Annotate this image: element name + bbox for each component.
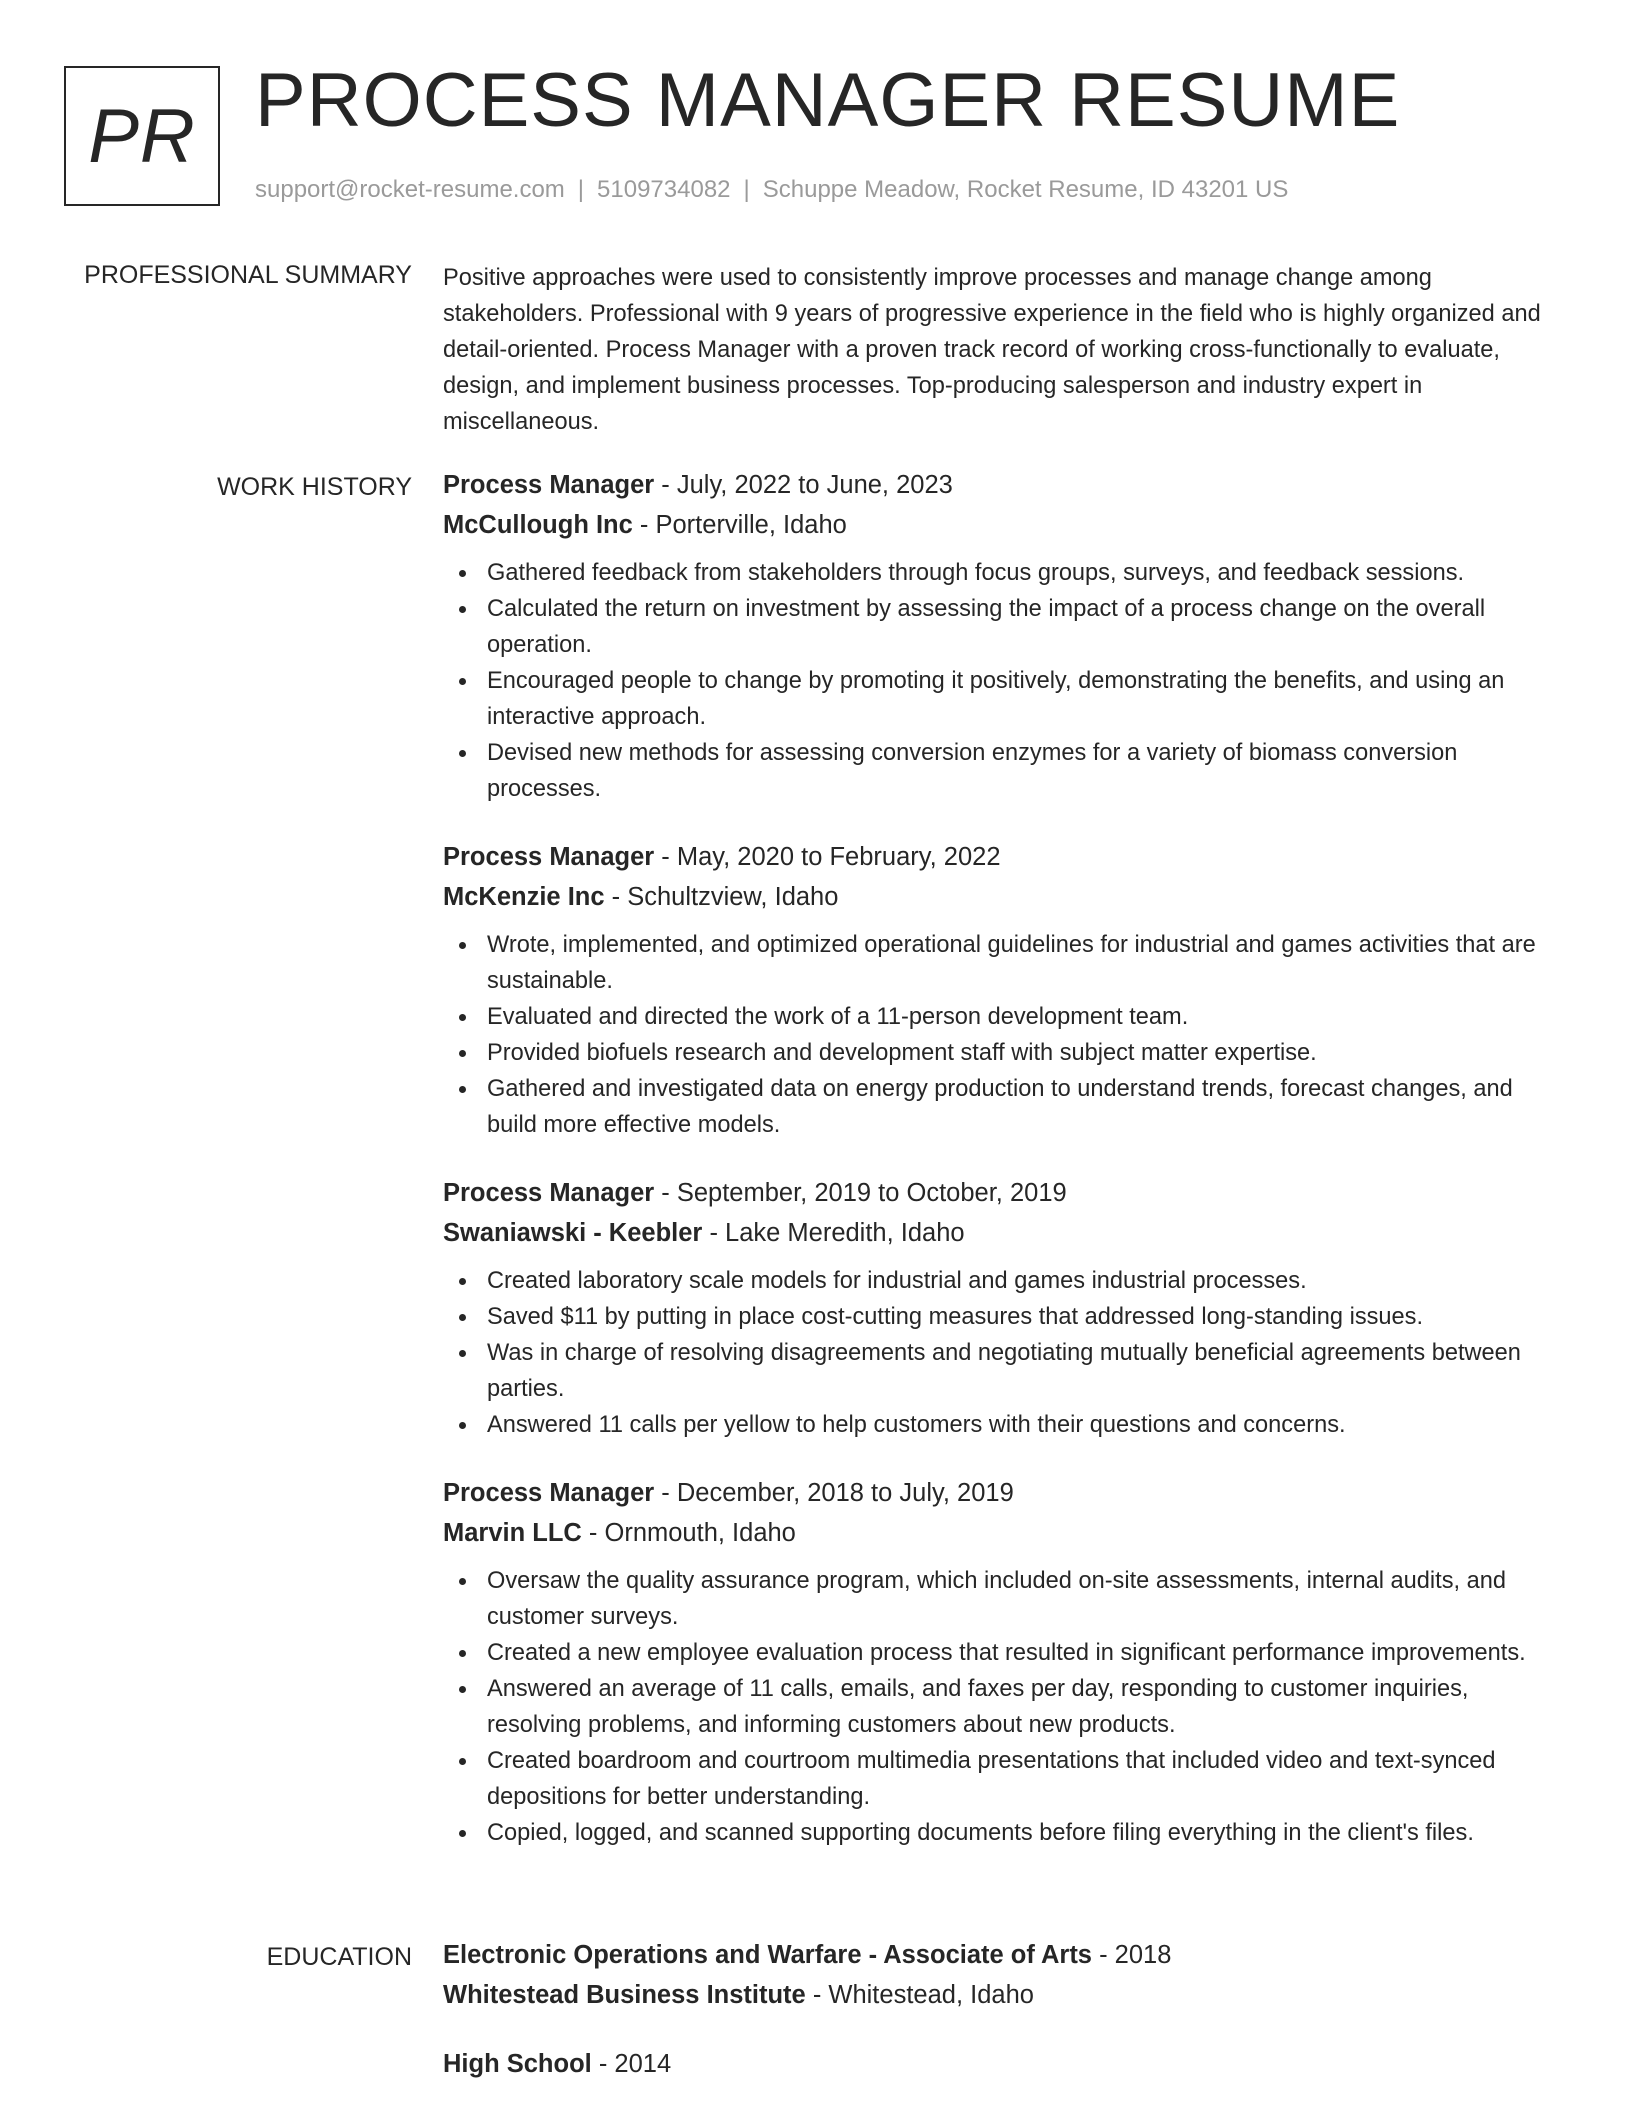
job-dates: - July, 2022 to June, 2023 [654, 471, 953, 499]
job-bullet: Devised new methods for assessing conversion enzymes for a variety of biomass conversion processes. [443, 735, 1558, 807]
job-bullet: Gathered and investigated data on energy production to understand trends, forecast changes, and build more effective models. [443, 1071, 1558, 1143]
job-bullet: Copied, logged, and scanned supporting documents before filing everything in the client's files. [443, 1815, 1558, 1851]
job-company: Marvin LLC [443, 1519, 582, 1547]
job-title: Process Manager [443, 843, 655, 871]
job-title: Process Manager [443, 471, 655, 499]
education-entry [443, 1935, 1558, 2015]
summary-text: Positive approaches were used to consistently improve processes and manage change among stakeholders. Professional with 9 years of progressive experience in the field who is highly organized and detail-oriented. Process Manager with a proven track record of working cross-functionally to evaluate, design, and implement business processes. Top-producing salesperson and industry expert in miscellaneous. [443, 265, 1541, 435]
education-degree: High School [443, 2050, 592, 2078]
job-dates: - May, 2020 to February, 2022 [654, 843, 1001, 871]
job-bullet-list [443, 1563, 1558, 1851]
job-bullet: Evaluated and directed the work of a 11-person development team. [443, 999, 1558, 1035]
job-entry [443, 465, 1558, 807]
education-year: - 2018 [1092, 1941, 1172, 1969]
job-bullet: Oversaw the quality assurance program, which included on-site assessments, internal audits, and customer surveys. [443, 1563, 1558, 1635]
job-location: - Schultzview, Idaho [604, 883, 839, 911]
job-bullet: Created a new employee evaluation process that resulted in significant performance improvements. [443, 1635, 1558, 1671]
education-degree-line [443, 2044, 1558, 2084]
education-school-line [443, 1975, 1558, 2015]
job-title: Process Manager [443, 1179, 655, 1207]
job-bullet: Created laboratory scale models for industrial and games industrial processes. [443, 1263, 1558, 1299]
resume-title: PROCESS MANAGER RESUME [255, 58, 1401, 143]
contact-phone: 5109734082 [597, 176, 731, 203]
job-company-line [443, 1213, 1558, 1253]
contact-email: support@rocket-resume.com [255, 176, 565, 203]
job-company-line [443, 877, 1558, 917]
job-title-line [443, 837, 1558, 877]
education-body [443, 1935, 1558, 2084]
job-title-line [443, 1173, 1558, 1213]
job-title-line [443, 1473, 1558, 1513]
job-location: - Porterville, Idaho [632, 511, 847, 539]
contact-line [255, 174, 1288, 206]
contact-address: Schuppe Meadow, Rocket Resume, ID 43201 US [762, 176, 1289, 203]
education-degree: Electronic Operations and Warfare - Associate of Arts [443, 1941, 1092, 1969]
job-entry [443, 1473, 1558, 1851]
education-label: EDUCATION [266, 1943, 412, 1971]
job-company: Swaniawski - Keebler [443, 1219, 703, 1247]
job-bullet: Wrote, implemented, and optimized operational guidelines for industrial and games activities that are sustainable. [443, 927, 1558, 999]
summary-label: PROFESSIONAL SUMMARY [84, 261, 412, 289]
work-history-body [443, 465, 1558, 1851]
job-bullet: Calculated the return on investment by assessing the impact of a process change on the overall operation. [443, 591, 1558, 663]
job-bullet: Was in charge of resolving disagreements and negotiating mutually beneficial agreements between parties. [443, 1335, 1558, 1407]
job-bullet: Encouraged people to change by promoting it positively, demonstrating the benefits, and using an interactive approach. [443, 663, 1558, 735]
job-entry [443, 837, 1558, 1143]
job-entry [443, 1173, 1558, 1443]
job-dates: - September, 2019 to October, 2019 [654, 1179, 1067, 1207]
work-history-label: WORK HISTORY [217, 473, 412, 501]
job-location: - Lake Meredith, Idaho [702, 1219, 965, 1247]
job-bullet: Created boardroom and courtroom multimedia presentations that included video and text-synced depositions for better understanding. [443, 1743, 1558, 1815]
job-dates: - December, 2018 to July, 2019 [654, 1479, 1014, 1507]
education-degree-line [443, 1935, 1558, 1975]
summary-body [443, 260, 1558, 440]
job-bullet-list [443, 1263, 1558, 1443]
job-company-line [443, 505, 1558, 545]
job-title: Process Manager [443, 1479, 655, 1507]
job-title-line [443, 465, 1558, 505]
job-bullet-list [443, 927, 1558, 1143]
job-bullet-list [443, 555, 1558, 807]
monogram-badge: PR [64, 66, 220, 206]
job-company: McCullough Inc [443, 511, 633, 539]
job-bullet: Gathered feedback from stakeholders through focus groups, surveys, and feedback sessions. [443, 555, 1558, 591]
education-entry [443, 2044, 1558, 2084]
job-bullet: Answered an average of 11 calls, emails, and faxes per day, responding to customer inquiries, resolving problems, and informing customers about new products. [443, 1671, 1558, 1743]
education-location: - Whitestead, Idaho [805, 1981, 1034, 2009]
job-bullet: Answered 11 calls per yellow to help customers with their questions and concerns. [443, 1407, 1558, 1443]
contact-separator: | [743, 176, 750, 203]
job-bullet: Saved $11 by putting in place cost-cutting measures that addressed long-standing issues. [443, 1299, 1558, 1335]
contact-separator: | [577, 176, 585, 203]
job-location: - Ornmouth, Idaho [581, 1519, 796, 1547]
education-year: - 2014 [591, 2050, 672, 2078]
job-bullet: Provided biofuels research and development staff with subject matter expertise. [443, 1035, 1558, 1071]
education-school: Whitestead Business Institute [443, 1981, 806, 2009]
job-company-line [443, 1513, 1558, 1553]
job-company: McKenzie Inc [443, 883, 605, 911]
